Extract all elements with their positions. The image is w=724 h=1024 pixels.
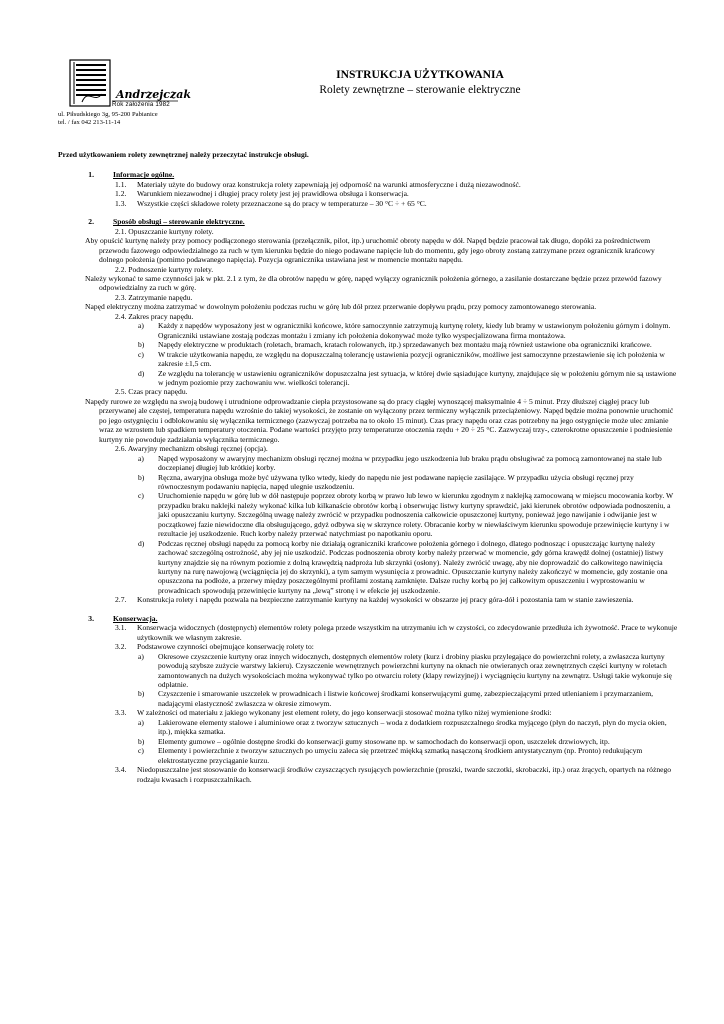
list-item bbox=[58, 180, 678, 189]
document-title: INSTRUKCJA UŻYTKOWANIA bbox=[336, 68, 504, 81]
item-number: 1.2. bbox=[115, 189, 127, 199]
subsection-heading: 2.5. Czas pracy napędu. bbox=[115, 387, 188, 397]
list-item bbox=[58, 746, 678, 765]
list-item bbox=[58, 199, 678, 208]
address-street: ul. Piłsudskiego 3g, 95-200 Pabianice bbox=[58, 111, 158, 118]
item-text: Lakierowane elementy stalowe i aluminiowe oraz z tworzyw sztucznych – woda z dodatkiem rozpuszczalnego środka myjącego (płyn do naczyń, płyn do mycia okien, itp.), miękka szmatka. bbox=[158, 717, 667, 737]
item-number: 3.4. bbox=[115, 765, 127, 775]
item-text: W zależności od materiału z jakiego wykonany jest element rolety, do jego konserwacji stosować można tylko niżej wymienione środki: bbox=[137, 708, 552, 718]
item-letter: c) bbox=[138, 349, 144, 359]
section-title: Konserwacja. bbox=[113, 613, 158, 623]
section-title: Sposób obsługi – sterowanie elektryczne. bbox=[113, 217, 245, 227]
list-item bbox=[58, 765, 678, 784]
item-text: Napęd wyposażony w awaryjny mechanizm obsługi ręcznej można w przypadku jego uszkodzenia lub braku prądu obsługiwać za pomocą zamontowanej na stałe lub doczepianej długiej lub krótkiej korby. bbox=[158, 453, 662, 473]
item-text: Materiały użyte do budowy oraz konstrukcja rolety zapewniają jej odporność na warunki atmosferyczne i dużą niezawodność. bbox=[137, 179, 521, 189]
item-text: W trakcie użytkowania napędu, ze względu na dopuszczalną tolerancję ustawienia pozycji ograniczników, możliwe jest samoczynne przestawienie się ich położenia w zakresie ±1,5 cm. bbox=[158, 349, 665, 369]
item-text: Elementy gumowe – ogólnie dostępne środki do konserwacji gumy stosowane np. w samochodach do konserwacji opon, uszczelek drzwiowych, itp. bbox=[158, 736, 610, 746]
subsection-heading: 2.3. Zatrzymanie napędu. bbox=[115, 292, 193, 302]
item-number: 1.1. bbox=[115, 179, 127, 189]
section-3 bbox=[58, 614, 678, 784]
list-item bbox=[58, 737, 678, 746]
list-item bbox=[58, 623, 678, 642]
item-letter: c) bbox=[138, 746, 144, 756]
item-text: Ręczna, awaryjna obsługa może być używana tylko wtedy, kiedy do napędu nie jest podawane napięcie zasilające. W przypadku użycia obsługi ręcznej przy równoczesnym podawaniu napięcia, napęd ulegnie uszkodzeniu. bbox=[158, 472, 634, 491]
list-item bbox=[58, 321, 678, 340]
item-letter: b) bbox=[138, 472, 145, 482]
item-number: 3.1. bbox=[115, 623, 127, 633]
item-text: Wszystkie części składowe rolety przeznaczone są do pracy w temperaturze – 30 °C ÷ + 65 °C. bbox=[137, 198, 427, 208]
item-text: Podczas ręcznej obsługi napędu za pomocą korby nie działają ograniczniki krańcowe położenia górnego i dolnego, dlatego podnosząc i opuszczając kurtynę należy zachować szczególną ostrożność, aby jej nie uszkodzić. Podczas podnoszenia obroty korby należy przerwać w momencie, gdy górna krawędź dolnej (ostatniej) listwy kurtyny znajdzie się na równym poziomie z dolną krawędzią nadproża lub skrzynki (osłony). Należy zwrócić uwagę, aby nie doprowadzić do całkowitego nawinięcia kurtyny na rurę nawojową (wciągnięcia jej do skrzynki), a tym samym wysunięcia z prowadnic. Opuszczanie kurtyny należy zakończyć w momencie, gdy zostanie ona opuszczona na podłoże, a przerwy między poszczególnymi profilami zostaną zamknięte. Dalsze ruchy korbą po jej całkowitym opuszczeniu i wyprostowaniu w prowadnicach spowodują przewinięcie kurtyny na „lewą” stronę i w efekcie jej uszkodzenie. bbox=[158, 538, 668, 595]
list-item bbox=[58, 718, 678, 737]
section-1 bbox=[58, 170, 678, 208]
section-heading bbox=[58, 614, 678, 623]
list-item bbox=[58, 473, 678, 492]
item-text: Czyszczenie i smarowanie uszczelek w prowadnicach i listwie końcowej środkami konserwującymi gumę, zabezpieczającymi przed utlenianiem i przymarzaniem, nadającymi elastyczność zwłaszcza w okresie zimowym. bbox=[158, 689, 654, 708]
subsection-heading: 2.4. Zakres pracy napędu. bbox=[115, 311, 194, 321]
item-letter: b) bbox=[138, 689, 145, 699]
item-text: Napędy elektryczne w produktach (roletach, bramach, kratach rolowanych, itp.) sprzedawanych bez montażu mają również ustawione oba ograniczniki krańcowe. bbox=[158, 340, 652, 350]
item-text: Ze względu na tolerancję w ustawieniu ograniczników dopuszczalna jest sytuacja, w której dwie sąsiadujące kurtyny, znajdujące się w położeniu górnym nie są ustawione w jednym poziomie przy zachowaniu ww. wielkości tolerancji. bbox=[158, 368, 677, 387]
paragraph: Należy wykonać te same czynności jak w pkt. 2.1 z tym, że dla obrotów napędu w górę, napęd wyłączy ogranicznik położenia górnego, a zasilanie dostarczane będzie przez przewód fazowy odpowiedzialny za ruch w górę. bbox=[85, 273, 662, 293]
item-text: Konserwacja widocznych (dostępnych) elementów rolety polega przede wszystkim na utrzymaniu ich w czystości, co zdecydowanie przedłuża ich żywotność. Prace te wykonuje użytkownik we własnym zakresie. bbox=[137, 623, 678, 642]
section-heading bbox=[58, 217, 678, 226]
item-letter: b) bbox=[138, 736, 145, 746]
section-number: 3. bbox=[88, 613, 94, 623]
item-text: Okresowe czyszczenie kurtyny oraz innych widocznych, dostępnych elementów rolety (kurz i drobiny piasku przylegające do powierzchni rolety, a zwłaszcza kurtyny powodują szybsze zużycie warstwy lakieru). Czyszczenie wewnętrznych powierzchni kurtyny na oknach nie otwieranych oraz zewnętrznych części kurtyny w roletach zamontowanych na dużych wysokościach można wykonywać tylko po otwarciu rolety (klapy rewizyjnej) i wyciągnięciu kurtyny na zewnątrz. Usługi takie wykonuje się odpłatnie. bbox=[158, 651, 672, 690]
item-letter: d) bbox=[138, 368, 145, 378]
item-letter: b) bbox=[138, 340, 145, 350]
list-item bbox=[58, 689, 678, 708]
item-text: Warunkiem niezawodnej i długiej pracy rolety jest jej prawidłowa obsługa i konserwacja. bbox=[137, 189, 409, 199]
item-letter: a) bbox=[138, 321, 144, 331]
list-item bbox=[58, 491, 678, 538]
item-letter: a) bbox=[138, 717, 144, 727]
item-number: 3.3. bbox=[115, 708, 127, 718]
section-number: 1. bbox=[88, 170, 94, 180]
item-number: 3.2. bbox=[115, 642, 127, 652]
subsection-heading: 2.2. Podnoszenie kurtyny rolety. bbox=[115, 264, 214, 274]
section-title: Informacje ogólne. bbox=[113, 170, 175, 180]
intro-notice: Przed użytkowaniem rolety zewnętrznej należy przeczytać instrukcje obsługi. bbox=[58, 150, 309, 159]
item-text: Podstawowe czynności obejmujące konserwację rolety to: bbox=[137, 642, 314, 652]
list-item bbox=[58, 350, 678, 369]
document-body bbox=[58, 150, 678, 793]
item-text: Uruchomienie napędu w górę lub w dół następuje poprzez obroty korbą w prawo lub lewo w kierunku zgodnym z naklejką zamocowaną w miejscu mocowania korby. W przypadku braku naklejki należy wykonać kilka lub kilkanaście obrotów korbą i obserwując listwy kurtyny sprawdzić, jaki kierunek obrotów odpowiada podnoszeniu, a jaki opuszczaniu kurtyny. Szczególną uwagę należy zwrócić w przypadku podnoszenia całkowicie opuszczonej kurtyny, ponieważ jego nawijanie i odwijanie jest w początkowej fazie niewidoczne dla obsługującego, gdyż odbywa się w skrzynce rolety. Obracanie korby w niewłaściwym kierunku spowoduje przewinięcie kurtyny i w rezultacie jej uszkodzenie. Ruch korby należy przerwać natychmiast po napotkaniu oporu. bbox=[158, 491, 674, 539]
section-number: 2. bbox=[88, 217, 94, 227]
section-heading bbox=[58, 170, 678, 179]
list-item bbox=[58, 189, 678, 198]
section-2 bbox=[58, 217, 678, 605]
subsection-heading: 2.6. Awaryjny mechanizm obsługi ręcznej (opcja). bbox=[115, 444, 268, 454]
list-item bbox=[58, 708, 678, 717]
item-letter: a) bbox=[138, 453, 144, 463]
paragraph: Napęd elektryczny można zatrzymać w dowolnym położeniu podczas ruchu w górę lub dół przez przerwanie dopływu prądu, przy pomocy zamontowanego sterowania. bbox=[85, 302, 597, 312]
founded-year: Rok założenia 1982 bbox=[112, 101, 170, 108]
subsection-heading: 2.1. Opuszczanie kurtyny rolety. bbox=[115, 226, 214, 236]
item-text: Niedopuszczalne jest stosowanie do konserwacji środków czyszczących rysujących powierzchnie (proszki, twarde szczotki, skrobaczki, itp.) oraz żrących, opartych na różnego rodzaju kwasach i rozpuszczalnikach. bbox=[137, 765, 672, 784]
item-letter: d) bbox=[138, 538, 145, 548]
item-number: 1.3. bbox=[115, 198, 127, 208]
item-letter: a) bbox=[138, 651, 144, 661]
list-item bbox=[58, 369, 678, 388]
address-phone: tel. / fax 042 213-11-14 bbox=[58, 119, 121, 126]
list-item bbox=[58, 595, 678, 604]
list-item bbox=[58, 340, 678, 349]
document-subtitle: Rolety zewnętrzne – sterowanie elektryczne bbox=[319, 84, 521, 96]
list-item bbox=[58, 652, 678, 690]
paragraph: Napędy rurowe ze względu na swoją budowę i utrudnione odprowadzanie ciepła przystosowane są do pracy ciągłej wynoszącej maksymalnie 4 ÷ 5 minut. Przy dłuższej ciągłej pracy lub przerywanej ale częstej, temperatura napędu wzrośnie do takiej wysokości, że zostanie on wyłączony przez termiczny wyłącznik przeciążeniowy. Napęd będzie można ponownie uruchomić po jego ostygnięciu i odblokowaniu się wyłącznika termicznego (zazwyczaj potrzeba na to około 15 minut). Czas pracy napędu oraz czas potrzebny na jego ostygnięcie może ulec zmianie wraz ze wzrostem lub spadkiem temperatury otoczenia. Podane wartości przyjęto przy temperaturze otoczenia rzędu + 20 ÷ 25 °C. Zazwyczaj trzy-, czterokrotne opuszczenie i podniesienie kurtyny nie powoduje zadziałania wyłącznika termicznego. bbox=[85, 396, 674, 444]
list-item bbox=[58, 454, 678, 473]
item-letter: c) bbox=[138, 491, 144, 501]
item-text: Konstrukcja rolety i napędu pozwala na bezpieczne zatrzymanie kurtyny na każdej wysokości w obszarze jej pracy góra-dół i pozostania tam w stanie zawieszenia. bbox=[137, 595, 634, 605]
item-text: Elementy i powierzchnie z tworzyw sztucznych po umyciu zaleca się przetrzeć miękką szmatką nasączoną środkiem antystatycznym (np. Pronto) redukującym elektrostatyczne przyciąganie kurzu. bbox=[158, 746, 643, 765]
logo-script-text: Andrzejczak bbox=[116, 88, 191, 101]
list-item bbox=[58, 539, 678, 596]
paragraph: Aby opuścić kurtynę należy przy pomocy podłączonego sterowania (przełącznik, pilot, itp.) uruchomić obroty napędu w dół. Napęd będzie pracował tak długo, dopóki za pośrednictwem przewodu fazowego odpowiedzialnego za ruch w tym kierunku będzie do niego podawane napięcie lub do momentu, gdy jego obroty zostaną zatrzymane przez ogranicznik krańcowy dolnego położenia (pomimo podawanego napięcia). Pozycja ogranicznika ustawiana jest w momencie montażu napędu. bbox=[85, 236, 655, 265]
item-number: 2.7. bbox=[115, 595, 127, 605]
item-text: Każdy z napędów wyposażony jest w ograniczniki końcowe, które samoczynnie zatrzymują kurtynę rolety, kiedy lub bramy w ustawionym położeniu górnym i dolnym. Ograniczniki ustawiane zostają podczas montażu i zmiany ich położenia dokonywać może tylko wyspecjalizowana firma montażowa. bbox=[158, 321, 671, 340]
list-item bbox=[58, 642, 678, 651]
